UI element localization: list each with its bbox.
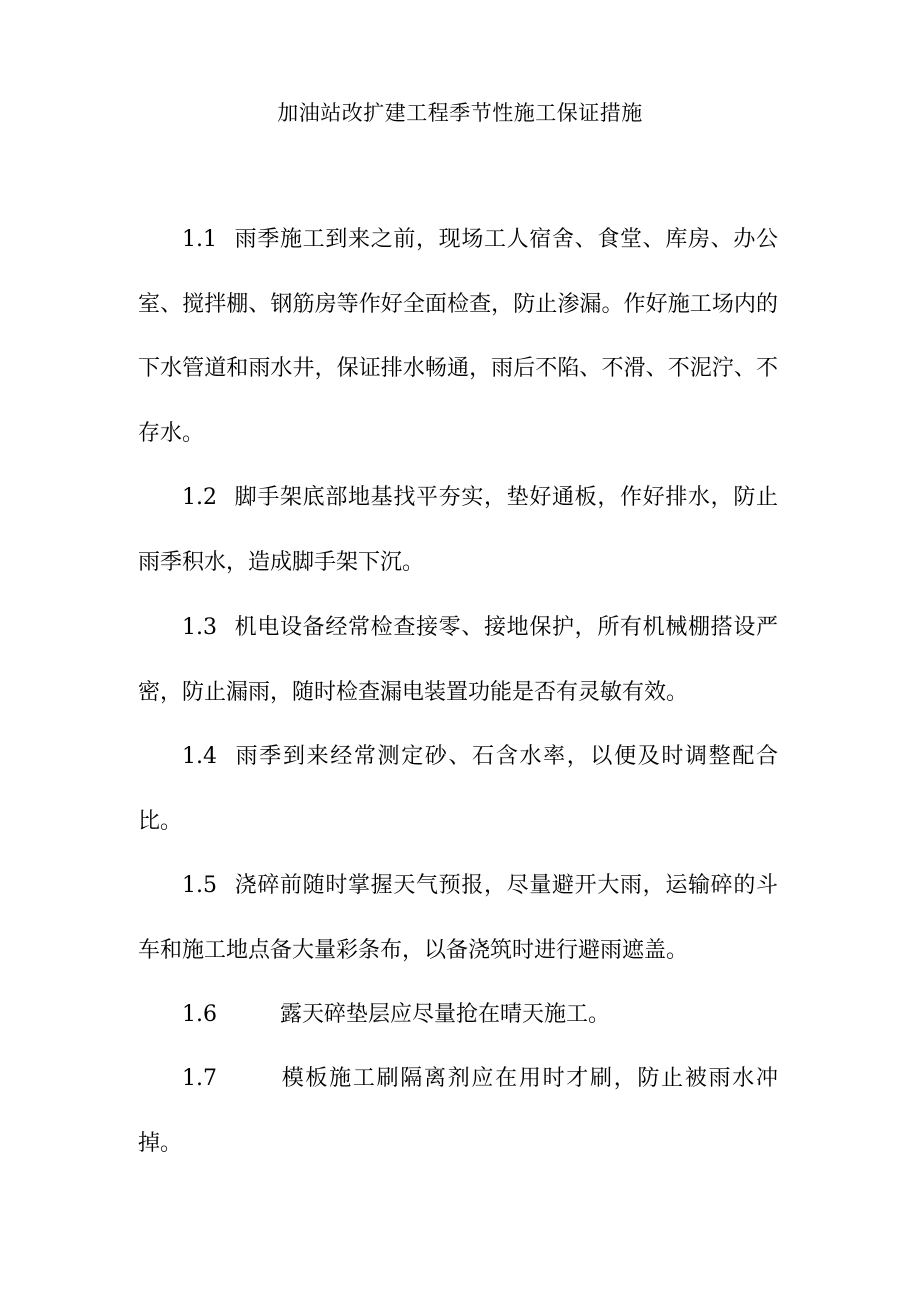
paragraph-number: 1.7 <box>182 1066 217 1091</box>
paragraph-1-2 <box>138 466 778 595</box>
paragraph-1-1 <box>138 208 778 466</box>
document-title: 加油站改扩建工程季节性施工保证措施 <box>277 101 643 125</box>
paragraph-number: 1.3 <box>182 615 217 640</box>
paragraph-text: 雨季施工到来之前，现场工人宿舍、食堂、库房、办公室、搅拌棚、钢筋房等作好全面检查，防止渗漏。作好施工场内的下水管道和雨水井，保证排水畅通，雨后不陷、不滑、不泥泞、不存水。 <box>138 227 778 446</box>
paragraph-1-6 <box>138 983 778 1048</box>
paragraph-1-5 <box>138 854 778 983</box>
paragraph-text: 模板施工刷隔离剂应在用时才刷，防止被雨水冲掉。 <box>138 1066 778 1156</box>
paragraph-1-3 <box>138 596 778 725</box>
paragraph-number: 1.1 <box>182 227 217 252</box>
paragraph-number: 1.4 <box>182 744 217 769</box>
paragraph-number: 1.5 <box>182 873 217 898</box>
paragraph-number: 1.2 <box>182 485 217 510</box>
paragraph-text: 雨季到来经常测定砂、石含水率，以便及时调整配合比。 <box>138 744 778 834</box>
paragraph-number: 1.6 <box>182 1002 217 1027</box>
paragraph-text: 脚手架底部地基找平夯实，垫好通板，作好排水，防止雨季积水，造成脚手架下沉。 <box>138 485 778 575</box>
paragraph-text: 机电设备经常检查接零、接地保护，所有机械棚搭设严密，防止漏雨，随时检查漏电装置功能是否有灵敏有效。 <box>138 615 778 705</box>
paragraph-text: 浇碎前随时掌握天气预报，尽量避开大雨，运输碎的斗车和施工地点备大量彩条布，以备浇筑时进行避雨遮盖。 <box>138 873 778 963</box>
paragraph-text: 露天碎垫层应尽量抢在晴天施工。 <box>280 1002 611 1027</box>
paragraph-1-7 <box>138 1047 778 1176</box>
paragraph-1-4 <box>138 725 778 854</box>
